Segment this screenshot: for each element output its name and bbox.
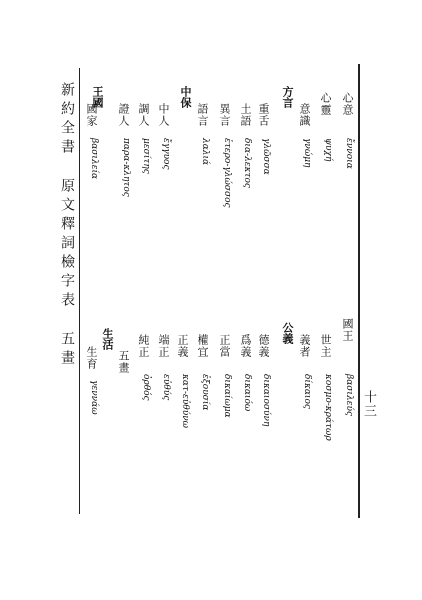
stroke-section: 五畫 (59, 331, 75, 369)
greek-word: δικαιόω (242, 374, 252, 412)
term: 心意 (341, 92, 354, 116)
term: 爲義 (239, 334, 252, 358)
term: 語言 (196, 103, 209, 127)
term: 正當 (218, 334, 231, 358)
term: 國家 (85, 103, 98, 127)
greek-word: λαλιά (200, 138, 210, 166)
term: 純正 (137, 334, 150, 358)
term: 心靈 (319, 92, 332, 116)
section-head-gongyi: 公義 (281, 322, 294, 344)
greek-word: γεννάω (89, 380, 99, 415)
greek-word: δικαίωμα (222, 374, 232, 418)
greek-word: ἐξουσία (200, 374, 210, 411)
greek-word: δικαιοσύνη (261, 374, 271, 427)
term: 國王 (341, 318, 354, 342)
greek-word: βασιλεία (89, 138, 99, 180)
section-head-wangguo: 王國 (91, 86, 104, 108)
greek-word: παρα-κλητος (121, 138, 131, 197)
right-border-rule (358, 64, 360, 518)
subsection-wuhua: 五畫 (117, 350, 130, 374)
greek-word: ἑτερο-γλώσσος (222, 138, 232, 208)
greek-word: ψυχή (323, 138, 333, 162)
greek-word: ἔννοια (344, 138, 354, 169)
book-title: 新約全書 (59, 82, 75, 158)
running-header (60, 82, 74, 369)
greek-word: δια-λεκτος (242, 138, 252, 188)
term: 義者 (298, 334, 311, 358)
greek-word: δίκαιος (302, 374, 312, 409)
page-number: 十三 (361, 390, 376, 418)
greek-word: εὐθύς (161, 374, 171, 401)
term: 重舌 (257, 103, 270, 127)
greek-word: βασιλεύς (344, 374, 354, 416)
term: 德義 (257, 334, 270, 358)
left-margin-rule (79, 68, 80, 514)
section-head-zhongbao: 中保 (179, 86, 192, 108)
greek-word: μεσίτης (141, 138, 151, 174)
term: 中人 (157, 103, 170, 127)
term: 正義 (176, 334, 189, 358)
section-head-fangyan: 方言 (281, 86, 294, 108)
greek-word: κοσμο-κράτωρ (323, 374, 333, 441)
greek-word: ἔγγυος (161, 138, 171, 170)
term: 土語 (239, 103, 252, 127)
greek-word: γλῶσσα (261, 138, 271, 175)
term: 端正 (157, 334, 170, 358)
term: 生育 (85, 346, 98, 370)
term: 調人 (137, 103, 150, 127)
greek-word: κατ-εὐθύνω (180, 374, 190, 428)
section-head-shenghuo: 生活 (101, 328, 114, 350)
greek-word: ὀρθός (141, 374, 151, 401)
greek-word: γνώμη (302, 138, 312, 168)
term: 世主 (319, 334, 332, 358)
term: 意識 (298, 103, 311, 127)
table-title: 原文釋詞檢字表 (59, 178, 75, 311)
term: 證人 (117, 103, 130, 127)
term: 權宜 (196, 334, 209, 358)
term: 異言 (218, 103, 231, 127)
